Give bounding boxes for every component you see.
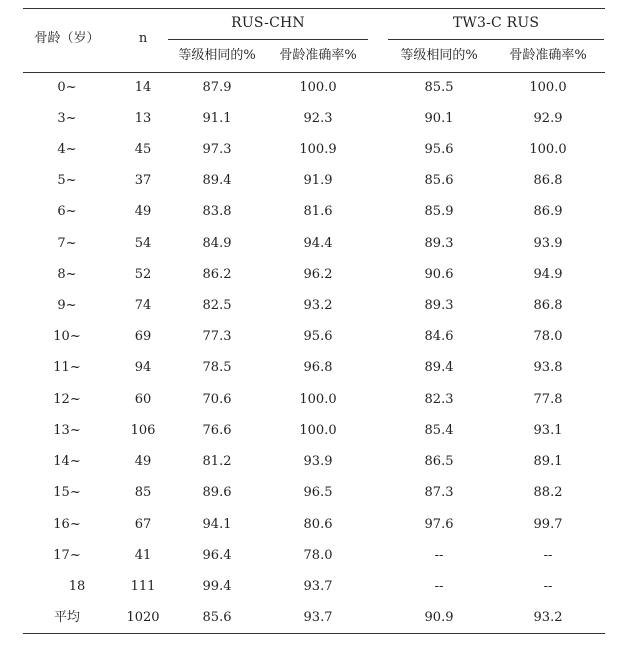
- n-cell: 74: [134, 298, 152, 313]
- tw3-accuracy-cell: 86.9: [533, 204, 563, 219]
- age-cell: 13~: [53, 423, 81, 438]
- table-row: [0, 204, 633, 220]
- tw3-accuracy-cell: 94.9: [533, 267, 563, 282]
- age-cell: 4~: [57, 142, 77, 157]
- rus-chn-same-grade-cell: 84.9: [202, 236, 232, 251]
- tw3-same-grade-cell: 89.3: [424, 298, 454, 313]
- table-row: [0, 454, 633, 470]
- tw3-accuracy-cell: 86.8: [533, 173, 563, 188]
- tw3-accuracy-cell: 93.2: [533, 610, 563, 625]
- n-cell: 49: [134, 204, 152, 219]
- tw3-same-grade-cell: --: [434, 579, 444, 594]
- tw3-same-grade-cell: 82.3: [424, 392, 454, 407]
- tw3-accuracy-cell: 88.2: [533, 485, 563, 500]
- age-cell: 11~: [53, 360, 81, 375]
- tw3-same-grade-cell: 85.9: [424, 204, 454, 219]
- rus-chn-accuracy-cell: 93.2: [303, 298, 333, 313]
- header-bottom-rule: [23, 72, 605, 73]
- n-cell: 106: [130, 423, 156, 438]
- tw3-accuracy-cell: 93.9: [533, 236, 563, 251]
- rus-chn-accuracy-cell: 93.7: [303, 579, 333, 594]
- n-cell: 52: [134, 267, 152, 282]
- top-rule: [23, 8, 605, 9]
- rus-chn-same-grade-cell: 89.4: [202, 173, 232, 188]
- tw3-accuracy-cell: --: [543, 579, 553, 594]
- rus-chn-accuracy-cell: 78.0: [303, 548, 333, 563]
- table-row: [0, 173, 633, 189]
- rus-chn-same-grade-cell: 94.1: [202, 517, 232, 532]
- rus-chn-accuracy-cell: 100.9: [299, 142, 337, 157]
- table-row: [0, 423, 633, 439]
- n-cell: 41: [134, 548, 152, 563]
- age-cell: 7~: [57, 236, 77, 251]
- rus-chn-accuracy-cell: 100.0: [299, 80, 337, 95]
- bottom-rule: [23, 633, 605, 634]
- n-cell: 94: [134, 360, 152, 375]
- tw3-accuracy-cell: 89.1: [533, 454, 563, 469]
- tw3-same-grade-cell: 86.5: [424, 454, 454, 469]
- rus-chn-accuracy-cell: 95.6: [303, 329, 333, 344]
- group1-underline: [168, 39, 368, 40]
- rus-chn-same-grade-cell: 81.2: [202, 454, 232, 469]
- table-row: [0, 267, 633, 283]
- rus-chn-same-grade-cell: 77.3: [202, 329, 232, 344]
- tw3-same-grade-cell: 90.6: [424, 267, 454, 282]
- table-row: [0, 360, 633, 376]
- rus-chn-same-grade-cell: 97.3: [202, 142, 232, 157]
- age-cell: 9~: [57, 298, 77, 313]
- age-cell: 17~: [53, 548, 81, 563]
- age-cell: 14~: [53, 454, 81, 469]
- rus-chn-same-grade-cell: 85.6: [202, 610, 232, 625]
- rus-chn-same-grade-cell: 83.8: [202, 204, 232, 219]
- n-cell: 54: [134, 236, 152, 251]
- tw3-accuracy-cell: 86.8: [533, 298, 563, 313]
- tw3-same-grade-cell: 97.6: [424, 517, 454, 532]
- rus-chn-accuracy-cell: 91.9: [303, 173, 333, 188]
- table-row: [0, 392, 633, 408]
- tw3-accuracy-cell: 93.1: [533, 423, 563, 438]
- table-row: [0, 142, 633, 158]
- n-cell: 45: [134, 142, 152, 157]
- rus-chn-same-grade-cell: 89.6: [202, 485, 232, 500]
- n-cell: 1020: [126, 610, 160, 625]
- tw3-same-grade-cell: --: [434, 548, 444, 563]
- sub-header-rus-chn-same-grade: 等级相同的%: [178, 48, 256, 63]
- tw3-same-grade-cell: 87.3: [424, 485, 454, 500]
- rus-chn-accuracy-cell: 100.0: [299, 423, 337, 438]
- table-row: [0, 80, 633, 96]
- rus-chn-accuracy-cell: 81.6: [303, 204, 333, 219]
- rus-chn-same-grade-cell: 96.4: [202, 548, 232, 563]
- rus-chn-accuracy-cell: 96.5: [303, 485, 333, 500]
- rus-chn-same-grade-cell: 91.1: [202, 111, 232, 126]
- rus-chn-same-grade-cell: 99.4: [202, 579, 232, 594]
- tw3-same-grade-cell: 85.5: [424, 80, 454, 95]
- tw3-same-grade-cell: 89.3: [424, 236, 454, 251]
- tw3-accuracy-cell: 100.0: [529, 142, 567, 157]
- tw3-same-grade-cell: 95.6: [424, 142, 454, 157]
- age-cell: 8~: [57, 267, 77, 282]
- age-cell: 10~: [53, 329, 81, 344]
- rus-chn-same-grade-cell: 86.2: [202, 267, 232, 282]
- n-cell: 111: [130, 579, 156, 594]
- age-cell: 5~: [57, 173, 77, 188]
- rus-chn-accuracy-cell: 94.4: [303, 236, 333, 251]
- rus-chn-accuracy-cell: 100.0: [299, 392, 337, 407]
- tw3-same-grade-cell: 85.4: [424, 423, 454, 438]
- table-row: [0, 548, 633, 564]
- tw3-same-grade-cell: 90.1: [424, 111, 454, 126]
- sub-header-tw3-same-grade: 等级相同的%: [400, 48, 478, 63]
- table-row: [0, 329, 633, 345]
- table-row: [0, 111, 633, 127]
- tw3-accuracy-cell: 77.8: [533, 392, 563, 407]
- rus-chn-accuracy-cell: 80.6: [303, 517, 333, 532]
- age-cell: 15~: [53, 485, 81, 500]
- rus-chn-same-grade-cell: 76.6: [202, 423, 232, 438]
- rus-chn-accuracy-cell: 93.7: [303, 610, 333, 625]
- age-cell: 3~: [57, 111, 77, 126]
- n-cell: 67: [134, 517, 152, 532]
- age-cell: 12~: [53, 392, 81, 407]
- tw3-accuracy-cell: 100.0: [529, 80, 567, 95]
- table-row: [0, 610, 633, 626]
- age-cell: 16~: [53, 517, 81, 532]
- tw3-same-grade-cell: 89.4: [424, 360, 454, 375]
- rus-chn-accuracy-cell: 93.9: [303, 454, 333, 469]
- sub-header-tw3-accuracy: 骨龄准确率%: [509, 48, 587, 63]
- tw3-accuracy-cell: 99.7: [533, 517, 563, 532]
- tw3-accuracy-cell: 92.9: [533, 111, 563, 126]
- table-row: [0, 236, 633, 252]
- age-cell: 18: [68, 579, 86, 594]
- group-tw3-c-rus-header: TW3-C RUS: [452, 15, 540, 31]
- rus-chn-same-grade-cell: 70.6: [202, 392, 232, 407]
- n-cell: 37: [134, 173, 152, 188]
- rus-chn-same-grade-cell: 82.5: [202, 298, 232, 313]
- tw3-accuracy-cell: --: [543, 548, 553, 563]
- n-cell: 69: [134, 329, 152, 344]
- tw3-accuracy-cell: 78.0: [533, 329, 563, 344]
- sub-header-rus-chn-accuracy: 骨龄准确率%: [279, 48, 357, 63]
- rus-chn-accuracy-cell: 96.2: [303, 267, 333, 282]
- age-column-header: 骨龄（岁）: [34, 31, 100, 46]
- tw3-same-grade-cell: 84.6: [424, 329, 454, 344]
- rus-chn-accuracy-cell: 96.8: [303, 360, 333, 375]
- age-cell: 6~: [57, 204, 77, 219]
- rus-chn-same-grade-cell: 78.5: [202, 360, 232, 375]
- tw3-same-grade-cell: 85.6: [424, 173, 454, 188]
- n-column-header: n: [138, 31, 148, 46]
- table-row: [0, 579, 633, 595]
- age-cell: 0~: [57, 80, 77, 95]
- tw3-same-grade-cell: 90.9: [424, 610, 454, 625]
- age-cell: 平均: [53, 610, 81, 625]
- group-rus-chn-header: RUS-CHN: [231, 15, 305, 31]
- tw3-accuracy-cell: 93.8: [533, 360, 563, 375]
- n-cell: 49: [134, 454, 152, 469]
- n-cell: 60: [134, 392, 152, 407]
- n-cell: 14: [134, 80, 152, 95]
- table-row: [0, 485, 633, 501]
- n-cell: 13: [134, 111, 152, 126]
- rus-chn-same-grade-cell: 87.9: [202, 80, 232, 95]
- table-row: [0, 298, 633, 314]
- group2-underline: [388, 39, 604, 40]
- table-row: [0, 517, 633, 533]
- rus-chn-accuracy-cell: 92.3: [303, 111, 333, 126]
- n-cell: 85: [134, 485, 152, 500]
